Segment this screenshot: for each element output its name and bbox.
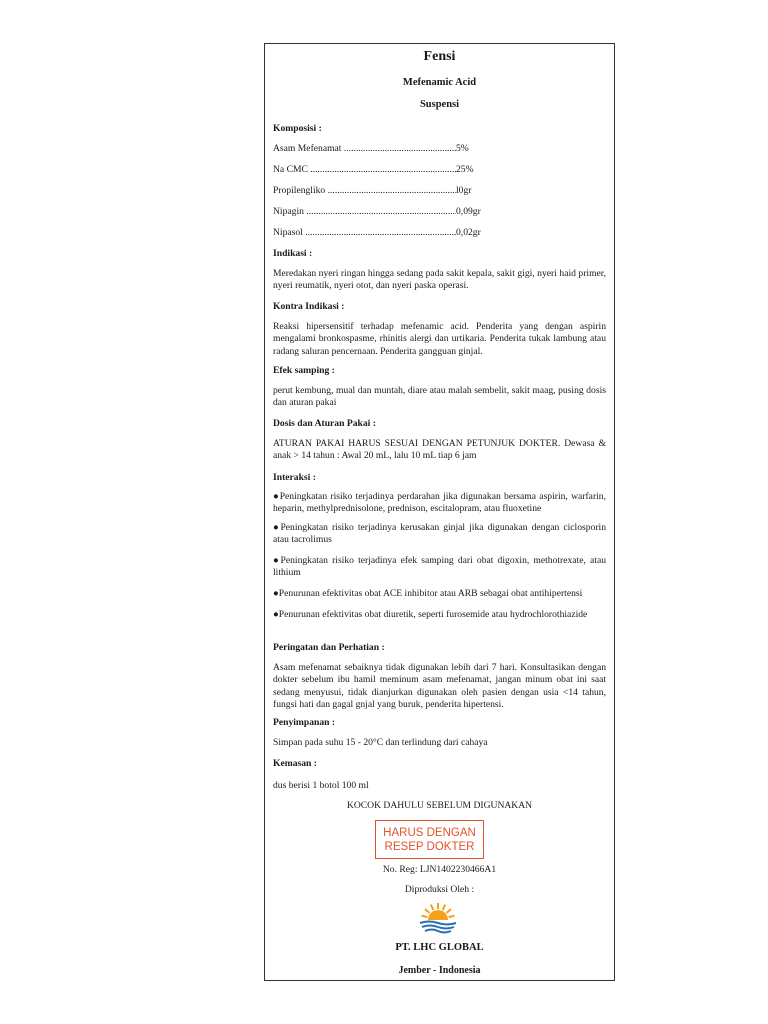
- interaction-item: ●Peningkatan risiko terjadinya efek samping dari obat digoxin, methotrexate, atau lithium: [273, 555, 606, 579]
- prescription-stamp: [375, 820, 484, 859]
- product-name: Fensi: [423, 49, 456, 64]
- product-form: Suspensi: [419, 99, 460, 110]
- interaction-item: ●Peningkatan risiko terjadinya perdarahan jika digunakan bersama aspirin, warfarin, heparin, methylprednisolone, prednison, escitalopram, atau fluoxetine: [273, 491, 606, 515]
- composition-value: 0,02gr: [456, 227, 481, 238]
- interactions-heading: Interaksi :: [273, 472, 316, 483]
- shake-notice: KOCOK DAHULU SEBELUM DIGUNAKAN: [346, 800, 533, 811]
- warnings-text: Asam mefenamat sebaiknya tidak digunakan lebih dari 7 hari. Konsultasikan dengan dokter sebelum ibu hamil meminum asam mefenamat, jangan minum obat ini saat sedang menyusui, tidak dianjurkan digunakan oleh pasien dengan usia <14 tahun, fungsi hati dan gagal gnjal yang buruk, penderita hipertensi.: [273, 662, 606, 711]
- dosage-heading: Dosis dan Aturan Pakai :: [273, 418, 376, 429]
- indication-heading: Indikasi :: [273, 248, 313, 259]
- contraindication-heading: Kontra Indikasi :: [273, 301, 345, 312]
- indication-text: Meredakan nyeri ringan hingga sedang pada sakit kepala, sakit gigi, nyeri haid primer, nyeri reumatik, nyeri otot, dan nyeri paska operasi.: [273, 268, 606, 292]
- interaction-item: ●Peningkatan risiko terjadinya kerusakan ginjal jika digunakan dengan ciclosporin atau tacrolimus: [273, 522, 606, 546]
- composition-name: Nipasol .....: [273, 227, 456, 239]
- composition-value: l0gr: [456, 185, 472, 196]
- composition-heading: Komposisi :: [273, 123, 322, 134]
- composition-value: 25%: [456, 164, 474, 175]
- registration-number: No. Reg: LJN1402230466A1: [382, 864, 497, 875]
- composition-row: [273, 164, 603, 176]
- storage-heading: Penyimpanan :: [273, 717, 336, 728]
- company-location: Jember - Indonesia: [398, 965, 481, 976]
- dosage-text: ATURAN PAKAI HARUS SESUAI DENGAN PETUNJUK DOKTER. Dewasa & anak > 14 tahun : Awal 20 mL, lalu 10 mL tiap 6 jam: [273, 438, 606, 462]
- composition-name: Propilengliko .....: [273, 185, 456, 197]
- interaction-item: ●Penurunan efektivitas obat diuretik, seperti furosemide atau hydrochlorothiazide: [273, 609, 588, 620]
- company-name: PT. LHC GLOBAL: [395, 942, 484, 953]
- composition-name: Asam Mefenamat .....: [273, 143, 456, 155]
- product-label: [264, 43, 615, 981]
- packaging-heading: Kemasan :: [273, 758, 317, 769]
- composition-row: [273, 206, 603, 218]
- sunrise-logo-icon: [417, 902, 459, 934]
- side-effects-text: perut kembung, mual dan muntah, diare atau malah sembelit, sakit maag, pusing dosis dan aturan pakai: [273, 385, 606, 409]
- contraindication-text: Reaksi hipersensitif terhadap mefenamic acid. Penderita yang dengan aspirin mengalami bronkospasme, rhinitis alergi dan urtikaria. Penderita tukak lambung atau radang saluran pencernaan. Penderita gangguan ginjal.: [273, 321, 606, 357]
- storage-text: Simpan pada suhu 15 - 20°C dan terlindung dari cahaya: [273, 737, 488, 748]
- product-generic-name: Mefenamic Acid: [402, 77, 477, 88]
- composition-row: [273, 143, 603, 155]
- composition-row: [273, 227, 603, 239]
- packaging-text: dus berisi 1 botol 100 ml: [273, 780, 369, 791]
- warnings-heading: Peringatan dan Perhatian :: [273, 642, 385, 653]
- composition-name: Na CMC .....: [273, 164, 456, 176]
- interaction-item: ●Penurunan efektivitas obat ACE inhibitor atau ARB sebagai obat antihipertensi: [273, 588, 583, 599]
- prescription-line-2: RESEP DOKTER: [384, 841, 475, 853]
- composition-row: [273, 185, 603, 197]
- produced-by: Diproduksi Oleh :: [404, 884, 475, 895]
- composition-name: Nipagin .....: [273, 206, 456, 218]
- side-effects-heading: Efek samping :: [273, 365, 335, 376]
- prescription-line-1: HARUS DENGAN: [383, 827, 476, 839]
- composition-value: 0,09gr: [456, 206, 481, 217]
- composition-value: 5%: [456, 143, 469, 154]
